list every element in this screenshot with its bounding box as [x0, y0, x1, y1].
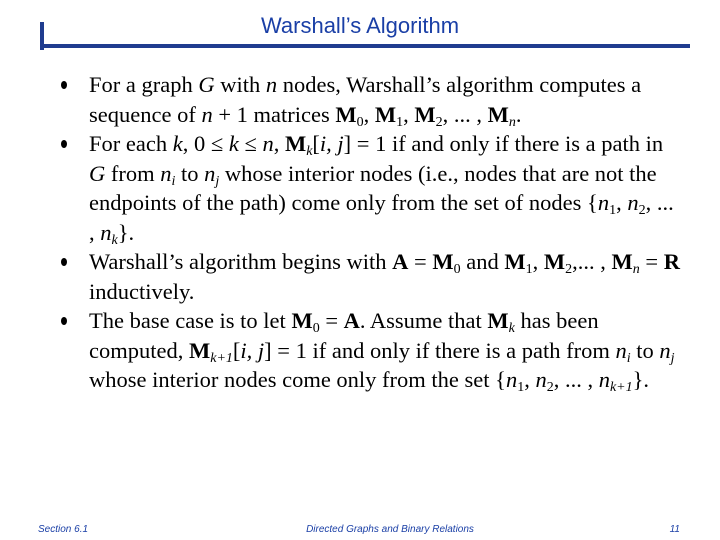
- subscript: 1: [525, 262, 533, 277]
- text-run: k: [228, 131, 239, 156]
- subscript: k: [508, 321, 515, 336]
- bullet-dot-icon: [61, 317, 67, 325]
- matrix-symbol: M: [611, 249, 633, 274]
- text-run: , ... ,: [89, 190, 674, 245]
- subscript: k+1: [210, 350, 233, 366]
- subscript: i: [171, 173, 176, 189]
- text-run: =: [639, 249, 664, 274]
- text-run: with: [214, 72, 266, 97]
- bullet-item: [61, 247, 681, 306]
- text-run: n: [201, 101, 213, 127]
- matrix-symbol: A: [392, 249, 409, 274]
- text-run: whose interior nodes (i.e., nodes that are not the endpoints of the path) come only from the set of nodes {: [89, 160, 657, 215]
- subscript: 1: [517, 380, 525, 395]
- matrix-symbol: M: [487, 308, 509, 333]
- text-run: }.: [632, 367, 650, 392]
- matrix-symbol: M: [414, 101, 436, 127]
- text-run: ,: [403, 101, 415, 127]
- matrix-symbol: R: [663, 249, 680, 274]
- text-run: ,: [532, 249, 544, 274]
- text-run: ,: [616, 190, 628, 215]
- text-run: n: [659, 337, 671, 363]
- text-run: [: [312, 131, 320, 156]
- matrix-symbol: M: [432, 249, 454, 274]
- text-run: , 0 ≤: [182, 131, 229, 156]
- subscript: 2: [638, 203, 646, 218]
- matrix-symbol: A: [343, 308, 360, 333]
- matrix-symbol: M: [543, 249, 566, 274]
- subscript: 2: [435, 114, 443, 130]
- text-run: i, j: [319, 131, 344, 156]
- subscript: k: [306, 144, 313, 159]
- text-run: i, j: [240, 337, 265, 363]
- text-run: .: [515, 101, 522, 127]
- text-run: n: [100, 219, 112, 245]
- slide-title: Warshall’s Algorithm: [260, 13, 460, 38]
- bullet-item: [61, 70, 681, 129]
- subscript: n: [508, 114, 516, 130]
- subscript: n: [632, 262, 640, 277]
- text-run: nodes, Warshall’s algorithm computes a sequence of: [89, 72, 642, 127]
- text-run: n: [505, 367, 518, 392]
- bullet-dot-icon: [61, 81, 67, 89]
- text-run: n: [265, 72, 278, 97]
- text-run: n: [204, 160, 216, 186]
- text-run: For a graph: [89, 72, 199, 97]
- bullet-item: [61, 306, 681, 395]
- subscript: 2: [546, 380, 554, 395]
- subscript: k+1: [609, 380, 633, 395]
- text-run: from: [105, 160, 161, 186]
- subscript: k: [111, 232, 118, 248]
- footer-page-number: 11: [669, 524, 680, 535]
- text-run: ] = 1 if and only if there is a path from: [264, 337, 616, 363]
- subscript: 0: [356, 114, 364, 130]
- matrix-symbol: M: [487, 101, 509, 127]
- text-run: . Assume that: [359, 308, 488, 333]
- text-run: n: [262, 131, 274, 156]
- text-run: to: [630, 337, 660, 363]
- text-run: , ... ,: [442, 101, 488, 127]
- subscript: j: [670, 350, 675, 366]
- text-run: }.: [117, 219, 135, 245]
- matrix-symbol: M: [504, 249, 526, 274]
- text-run: + 1 matrices: [212, 101, 336, 127]
- text-run: whose interior nodes come only from the set {: [89, 367, 506, 392]
- text-run: ,: [363, 101, 375, 127]
- matrix-symbol: M: [188, 337, 211, 363]
- text-run: inductively.: [89, 278, 195, 304]
- text-run: has been computed,: [89, 308, 599, 363]
- subscript: 0: [312, 321, 320, 336]
- matrix-symbol: M: [335, 101, 357, 127]
- text-run: For each: [89, 131, 173, 156]
- text-run: Warshall’s algorithm begins with: [89, 249, 393, 274]
- subscript: 1: [396, 114, 404, 130]
- matrix-symbol: M: [374, 101, 397, 127]
- text-run: ] = 1 if and only if there is a path in: [343, 131, 664, 156]
- text-run: n: [160, 160, 172, 186]
- footer-section-label: Section 6.1: [38, 524, 89, 535]
- text-run: ≤: [238, 131, 263, 156]
- text-run: and: [460, 249, 505, 274]
- text-run: n: [627, 190, 639, 215]
- subscript: 1: [609, 203, 617, 218]
- text-run: to: [175, 160, 205, 186]
- title-underline-bar: [40, 44, 690, 48]
- text-run: ,: [273, 131, 285, 156]
- bullet-dot-icon: [61, 258, 67, 266]
- text-run: ,: [524, 367, 536, 392]
- text-run: =: [319, 308, 344, 333]
- subscript: j: [215, 173, 220, 189]
- text-run: =: [408, 249, 433, 274]
- text-run: n: [598, 367, 610, 392]
- bullet-list: [61, 70, 681, 395]
- text-run: G: [89, 160, 106, 186]
- matrix-symbol: M: [284, 131, 307, 156]
- text-run: [: [232, 337, 241, 363]
- text-run: n: [615, 337, 627, 363]
- subscript: i: [626, 350, 631, 366]
- text-run: The base case is to let: [89, 308, 292, 333]
- text-run: ,... ,: [572, 249, 612, 274]
- bullet-item: [61, 129, 681, 247]
- matrix-symbol: M: [291, 308, 313, 333]
- text-run: , ... ,: [553, 367, 599, 392]
- text-run: k: [172, 131, 183, 156]
- text-run: G: [198, 72, 215, 97]
- bullet-dot-icon: [61, 140, 67, 148]
- footer-title: Directed Graphs and Binary Relations: [306, 524, 474, 535]
- text-run: n: [597, 190, 610, 215]
- subscript: 2: [565, 262, 573, 277]
- text-run: n: [535, 367, 547, 392]
- subscript: 0: [453, 262, 461, 277]
